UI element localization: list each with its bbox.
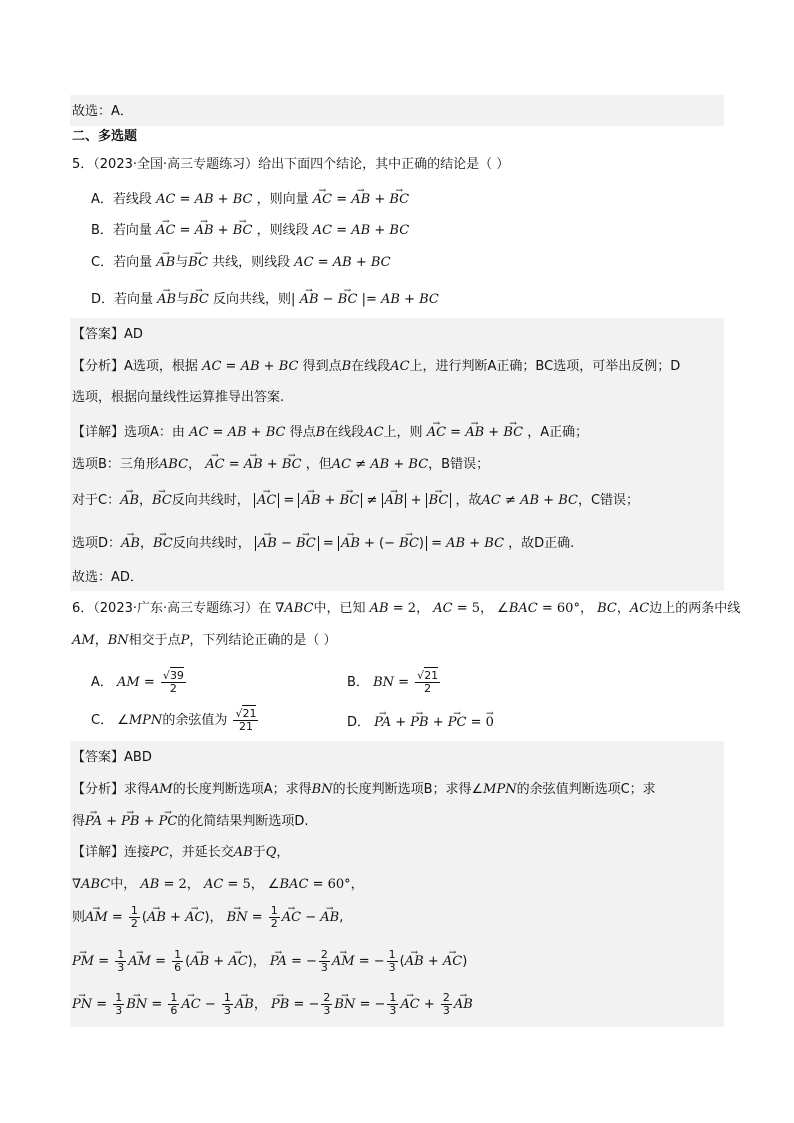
q6-option-a: A． AM = $\frac{√39}{2}$ bbox=[91, 669, 184, 695]
q6-detail-line3: 则→ AM = $\frac{1}{2}$ (→ AB + → AC)， → BN = $\frac{1}{2}$ → AC − → AB, bbox=[72, 903, 343, 933]
q5-option-d: D．若向量 → AB与→ BC 反向共线，则| → AB − → BC |= AB + BC bbox=[91, 288, 439, 309]
q5-detail-line4: 选项D：→ AB，→ BC反向共线时， → AB − → BC = → AB + (− → BC) = AB + BC ，故D正确. bbox=[72, 532, 574, 553]
q6-stem-line2: AM，BN相交于点P，下列结论正确的是（ ） bbox=[72, 633, 337, 648]
q6-option-c: C． ∠MPN的余弦值为 $\frac{√21}{21}$ bbox=[91, 707, 257, 733]
q6-detail-line1: 【详解】连接PC，并延长交AB于Q， bbox=[72, 845, 290, 860]
q6-detail-line2: ∇ABC中， AB = 2， AC = 5， ∠BAC = 60°， bbox=[72, 877, 364, 892]
q5-stem-text: 给出下面四个结论，其中正确的结论是（ ） bbox=[258, 157, 510, 172]
q6-analysis-line1: 【分析】求得AM的长度判断选项A；求得BN的长度判断选项B；求得∠MPN的余弦值判断选项C；求 bbox=[72, 782, 656, 797]
q5-detail-line2: 选项B：三角形ABC， → AC = → AB + → BC ，但AC ≠ AB + BC，B错误； bbox=[72, 453, 489, 474]
prev-conclusion: 故选：A． bbox=[72, 104, 133, 119]
q6-stem-line1: 6．（2023·广东·高三专题练习）在 ∇ABC中，已知 AB = 2， AC = 5， ∠BAC = 60°， BC，AC边上的两条中线 bbox=[72, 601, 741, 616]
q5-detail-line3: 对于C：→ AB，→ BC反向共线时， → AC = → AB + → BC ≠ → AB + → BC ，故AC ≠ AB + BC，C错误； bbox=[72, 489, 639, 510]
q6-option-b: B． BN = $\frac{√21}{2}$ bbox=[347, 669, 439, 695]
q5-source: （2023·全国·高三专题练习） bbox=[93, 157, 259, 172]
q5-option-a: A．若线段 AC = AB + BC ，则向量 → AC = → AB + → BC bbox=[91, 188, 409, 209]
q5-analysis-line1: 【分析】A选项，根据 AC = AB + BC 得到点B在线段AC上，进行判断A正确；BC选项，可举出反例；D bbox=[72, 359, 681, 374]
q6-detail-line5: → PN = $\frac{1}{3}$ → BN = $\frac{1}{6}$ → AC − $\frac{1}{3}$ → AB， → PB = − $\frac{2}{3}$ → BN = − $\frac{1}{3}$ → AC + $\frac{2}{3}$ → AB bbox=[72, 990, 473, 1020]
section-title: 二、多选题 bbox=[72, 129, 138, 144]
prev-conclusion-block bbox=[70, 95, 724, 126]
q6-answer: 【答案】ABD bbox=[72, 750, 152, 765]
q5-option-b: B．若向量 → AC = → AB + → BC ，则线段 AC = AB + BC bbox=[91, 219, 409, 240]
q5-analysis-line2: 选项，根据向量线性运算推导出答案. bbox=[72, 390, 285, 405]
q5-stem bbox=[72, 156, 509, 174]
q6-analysis-line2: 得→ PA + → PB + → PC的化简结果判断选项D. bbox=[72, 810, 308, 831]
q5-number: 5． bbox=[72, 157, 94, 172]
q5-answer: 【答案】AD bbox=[72, 327, 143, 342]
q5-detail-line1: 【详解】选项A：由 AC = AB + BC 得点B在线段AC上，则 → AC = → AB + → BC ，A正确； bbox=[72, 421, 588, 442]
q6-option-d: D． → PA + → PB + → PC = → 0 bbox=[347, 711, 494, 732]
q5-conclusion: 故选：AD． bbox=[72, 570, 143, 585]
q6-detail-line4: → PM = $\frac{1}{3}$ → AM = $\frac{1}{6}$ (→ AB + → AC)， → PA = − $\frac{2}{3}$ → AM = − $\frac{1}{3}$ (→ AB + → AC) bbox=[72, 947, 467, 977]
q5-option-c: C．若向量 → AB与→ BC 共线，则线段 AC = AB + BC bbox=[91, 251, 391, 272]
